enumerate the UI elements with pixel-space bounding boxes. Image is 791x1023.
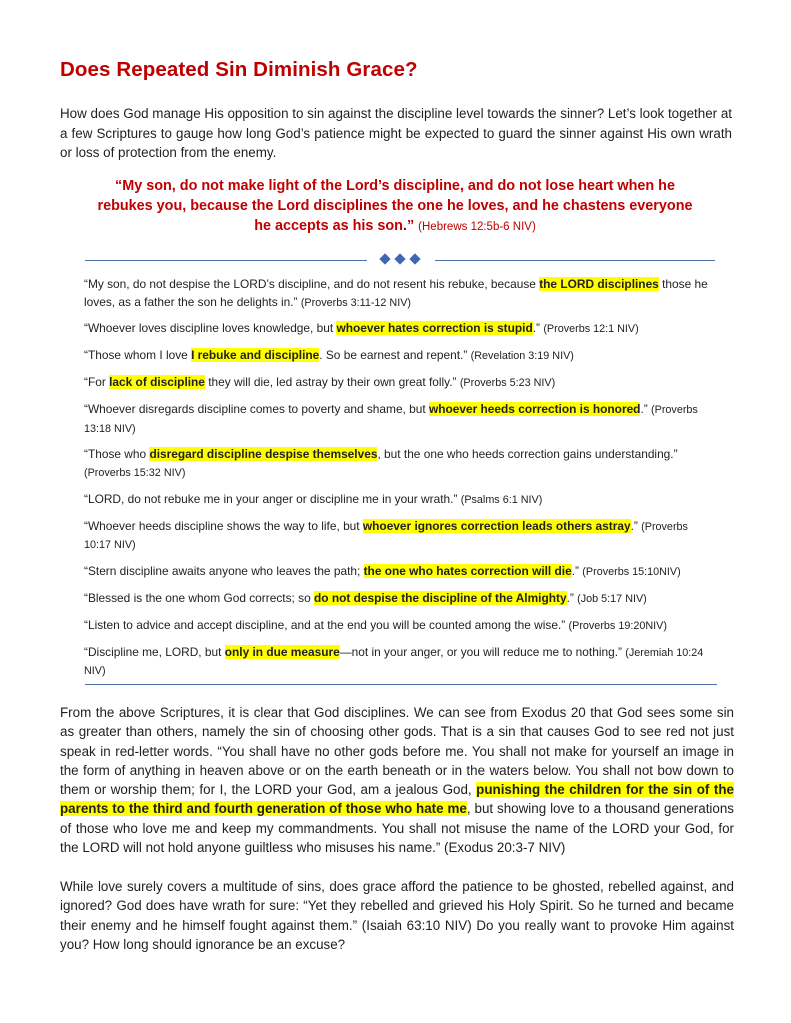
- verse-item: “Discipline me, LORD, but only in due measure—not in your anger, or you will reduce me to nothing.” (Jeremiah 10:24 NIV): [84, 644, 704, 678]
- verse-reference: (Proverbs 19:20NIV): [568, 619, 667, 632]
- verse-reference: (Proverbs 15:10NIV): [582, 566, 681, 579]
- verse-item: “Whoever disregards discipline comes to poverty and shame, but whoever heeds correction is honored.” (Proverbs 13:18 NIV): [84, 402, 698, 435]
- verse-item: “Blessed is the one whom God corrects; so do not despise the discipline of the Almighty.” (Job 5:17 NIV): [84, 591, 647, 606]
- verse-reference: (Job 5:17 NIV): [577, 593, 647, 606]
- verse-item: “Whoever heeds discipline shows the way to life, but whoever ignores correction leads others astray.” (Proverbs 10:17 NIV): [84, 518, 688, 552]
- highlighted-phrase: I rebuke and discipline: [191, 348, 320, 363]
- highlighted-phrase: lack of discipline: [109, 375, 205, 390]
- highlighted-phrase: the LORD disciplines: [539, 277, 659, 291]
- highlighted-phrase: the one who hates correction will die: [363, 564, 572, 579]
- divider-line-right: [435, 260, 715, 261]
- verse-item: “Those whom I love I rebuke and discipline. So be earnest and repent.” (Revelation 3:19 NIV): [84, 348, 574, 363]
- divider-line-left: [85, 260, 367, 261]
- verse-item: “Those who disregard discipline despise themselves, but the one who heeds correction gains understanding.” (Proverbs 15:32 NIV): [84, 447, 678, 479]
- verse-reference: (Revelation 3:19 NIV): [470, 350, 574, 363]
- key-quote: [95, 176, 695, 237]
- highlighted-phrase: punishing the children for the sin of the parents to the third and fourth generation of those who hate me: [60, 782, 735, 817]
- verse-item: “My son, do not despise the LORD’s discipline, and do not resent his rebuke, because the LORD disciplines those he loves, as a father the son he delights in.” (Proverbs 3:11-12 NIV): [84, 277, 708, 309]
- verse-reference: (Proverbs 10:17 NIV): [84, 520, 688, 552]
- highlighted-phrase: do not despise the discipline of the Almighty: [314, 591, 567, 606]
- body-paragraph-2: While love surely covers a multitude of sins, does grace afford the patience to be ghosted, rebelled against, and ignored? God does have wrath for sure: “Yet they rebelled and grieved his Holy Spirit. So he turned and became their enemy and he himself fought against them.” (Isaiah 63:10 NIV) Do you really want to provoke Him against you? How long should ignorance be an excuse?: [60, 879, 734, 952]
- body-paragraph-1: From the above Scriptures, it is clear that God disciplines. We can see from Exodus 20 that God sees some sin as greater than others, namely the sin of choosing other gods. That is a sin that causes God to see red not just speak in red-letter words. “You shall have no other gods before me. You shall not make for yourself an image in the form of anything in heaven above or on the earth beneath or in the waters below. You shall not bow down to them or worship them; for I, the LORD your God, am a jealous God, punishing the children for the sin of the parents to the third and fourth generation of those who hate me, but showing love to a thousand generations of those who love me and keep my commandments. You shall not misuse the name of the LORD your God, for the LORD will not hold anyone guiltless who misuses his name.” (Exodus 20:3-7 NIV): [60, 705, 735, 856]
- section-divider: [85, 684, 717, 685]
- page-title: Does Repeated Sin Diminish Grace?: [60, 58, 418, 81]
- scripture-list: [84, 276, 716, 689]
- highlighted-phrase: disregard discipline despise themselves: [149, 447, 378, 462]
- highlighted-phrase: only in due measure: [224, 644, 340, 659]
- verse-item: “Listen to advice and accept discipline, and at the end you will be counted among the wise.” (Proverbs 19:20NIV): [84, 617, 667, 632]
- verse-reference: (Psalms 6:1 NIV): [460, 493, 543, 506]
- verse-reference: (Proverbs 12:1 NIV): [543, 323, 639, 336]
- verse-item: “LORD, do not rebuke me in your anger or discipline me in your wrath.” (Psalms 6:1 NIV): [84, 491, 543, 506]
- highlighted-phrase: whoever heeds correction is honored: [429, 402, 641, 417]
- intro-paragraph: How does God manage His opposition to sin against the discipline level towards the sinner? Let’s look together at a few Scriptures to gauge how long God’s patience might be expected to guard the sinner against His own wrath or loss of protection from the enemy.: [60, 106, 732, 161]
- verse-reference: (Proverbs 15:32 NIV): [84, 466, 186, 479]
- verse-reference: (Proverbs 5:23 NIV): [459, 377, 556, 390]
- verse-reference: (Proverbs 3:11-12 NIV): [300, 296, 412, 309]
- highlighted-phrase: whoever hates correction is stupid: [336, 321, 533, 336]
- verse-item: “Whoever loves discipline loves knowledge, but whoever hates correction is stupid.” (Proverbs 12:1 NIV): [84, 321, 639, 336]
- diamond-icon: [394, 253, 405, 264]
- verse-reference: (Jeremiah 10:24 NIV): [84, 646, 704, 678]
- verse-reference: (Proverbs 13:18 NIV): [84, 404, 698, 435]
- diamond-icon: [379, 253, 390, 264]
- key-quote-text: “My son, do not make light of the Lord’s discipline, and do not lose heart when he rebukes you, because the Lord disciplines the one he loves, and he chastens everyone he accepts as his son.”: [97, 178, 693, 234]
- verse-item: “For lack of discipline they will die, led astray by their own great folly.” (Proverbs 5:23 NIV): [84, 375, 556, 390]
- highlighted-phrase: whoever ignores correction leads others astray: [362, 518, 631, 533]
- diamond-icon: [409, 253, 420, 264]
- key-quote-reference: (Hebrews 12:5b-6 NIV): [418, 221, 536, 233]
- ornamental-divider: [85, 254, 715, 266]
- verse-item: “Stern discipline awaits anyone who leaves the path; the one who hates correction will die.” (Proverbs 15:10NIV): [84, 564, 681, 579]
